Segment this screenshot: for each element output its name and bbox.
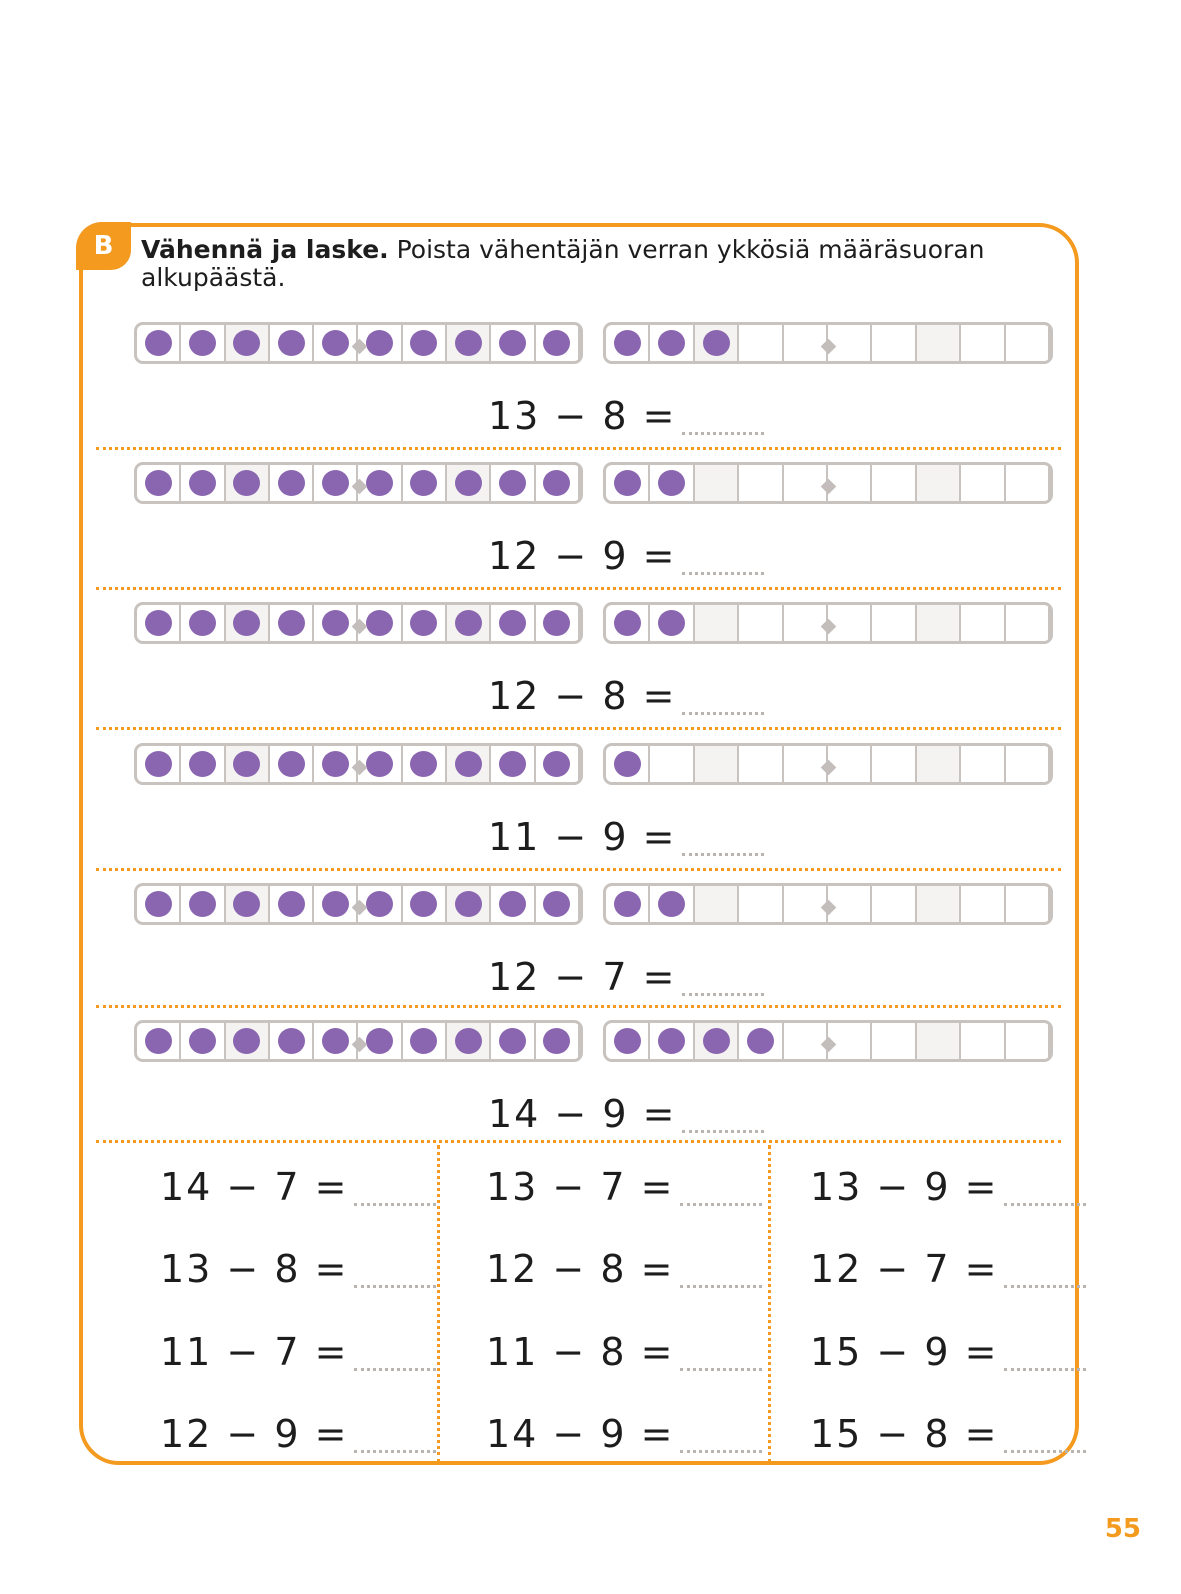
number-line-cell[interactable] [961, 746, 1005, 782]
answer-blank[interactable] [354, 1367, 436, 1371]
number-line-cell[interactable] [695, 886, 739, 922]
number-line-cell[interactable] [1006, 465, 1050, 501]
counter-dot[interactable] [233, 891, 260, 917]
number-line-cell[interactable] [447, 605, 491, 641]
counter-dot[interactable] [145, 610, 172, 636]
number-line-cell[interactable] [226, 605, 270, 641]
number-line-cell[interactable] [961, 1023, 1005, 1059]
counter-dot[interactable] [543, 1028, 570, 1054]
counter-dot[interactable] [233, 470, 260, 496]
equation-text: 13 − 7 = [486, 1165, 675, 1209]
ten-frame-strip [603, 462, 1053, 504]
equation [810, 1412, 1086, 1456]
number-line-cell[interactable] [917, 605, 961, 641]
counter-dot[interactable] [189, 470, 216, 496]
counter-dot[interactable] [455, 1028, 482, 1054]
number-line-cell[interactable] [739, 465, 783, 501]
number-line-cell[interactable] [872, 325, 916, 361]
counter-dot[interactable] [322, 1028, 349, 1054]
equation [488, 1092, 764, 1136]
number-line-cell[interactable] [314, 325, 358, 361]
number-line-cell[interactable] [917, 746, 961, 782]
equation [486, 1247, 762, 1291]
counter-dot[interactable] [455, 891, 482, 917]
page-number: 55 [1104, 1514, 1141, 1544]
number-line-cell[interactable] [314, 605, 358, 641]
equation [488, 534, 764, 578]
answer-blank[interactable] [682, 1129, 764, 1133]
counter-dot[interactable] [145, 891, 172, 917]
counter-dot[interactable] [499, 330, 526, 356]
equation-text: 12 − 9 = [488, 534, 677, 578]
answer-blank[interactable] [1004, 1367, 1086, 1371]
counter-dot[interactable] [543, 470, 570, 496]
equation-text: 11 − 7 = [160, 1330, 349, 1374]
equation-text: 14 − 7 = [160, 1165, 349, 1209]
counter-dot[interactable] [145, 470, 172, 496]
counter-dot[interactable] [278, 1028, 305, 1054]
number-line-cell[interactable] [137, 605, 181, 641]
counter-dot[interactable] [410, 751, 437, 777]
subtraction-task [0, 743, 1181, 883]
number-line-cell[interactable] [606, 325, 650, 361]
number-line-cell[interactable] [536, 886, 580, 922]
number-line-cell[interactable] [226, 746, 270, 782]
number-line-cell[interactable] [961, 605, 1005, 641]
counter-dot[interactable] [322, 891, 349, 917]
answer-blank[interactable] [1004, 1449, 1086, 1453]
number-line-cell[interactable] [447, 886, 491, 922]
counter-dot[interactable] [410, 470, 437, 496]
number-line-cell[interactable] [961, 465, 1005, 501]
number-line-cell[interactable] [358, 465, 402, 501]
equation-text: 11 − 9 = [488, 815, 677, 859]
number-line-cell[interactable] [917, 325, 961, 361]
number-line-cell[interactable] [828, 605, 872, 641]
number-line-cell[interactable] [137, 886, 181, 922]
number-line-cell[interactable] [403, 605, 447, 641]
counter-dot[interactable] [366, 610, 393, 636]
number-line-cell[interactable] [828, 1023, 872, 1059]
number-line-cell[interactable] [828, 746, 872, 782]
divider-line [96, 868, 1061, 871]
number-line-cell[interactable] [181, 605, 225, 641]
counter-dot[interactable] [189, 610, 216, 636]
number-line-cell[interactable] [606, 1023, 650, 1059]
instruction-text [141, 236, 1041, 292]
number-line-cell[interactable] [358, 746, 402, 782]
equation-text: 15 − 8 = [810, 1412, 999, 1456]
number-line-cell[interactable] [872, 746, 916, 782]
number-line-cell[interactable] [181, 1023, 225, 1059]
counter-dot[interactable] [278, 891, 305, 917]
answer-blank[interactable] [680, 1284, 762, 1288]
number-line-cell[interactable] [270, 465, 314, 501]
counter-dot[interactable] [189, 751, 216, 777]
number-line-cell[interactable] [872, 605, 916, 641]
number-line-cell[interactable] [650, 746, 694, 782]
number-line-cell[interactable] [137, 746, 181, 782]
equation-text: 15 − 9 = [810, 1330, 999, 1374]
number-line-cell[interactable] [784, 1023, 828, 1059]
number-line-cell[interactable] [1006, 746, 1050, 782]
number-line-cell[interactable] [1006, 605, 1050, 641]
number-line-cell[interactable] [828, 465, 872, 501]
counter-dot[interactable] [145, 751, 172, 777]
number-line-cell[interactable] [447, 325, 491, 361]
equation [160, 1247, 436, 1291]
equation-text: 13 − 8 = [488, 394, 677, 438]
number-line-cell[interactable] [403, 746, 447, 782]
counter-dot[interactable] [278, 330, 305, 356]
number-line-cell[interactable] [403, 1023, 447, 1059]
instruction-bold: Vähennä ja laske. [141, 235, 389, 264]
equation [810, 1247, 1086, 1291]
equation-text: 13 − 9 = [810, 1165, 999, 1209]
number-line-cell[interactable] [606, 465, 650, 501]
counter-dot[interactable] [366, 330, 393, 356]
number-line-cell[interactable] [403, 465, 447, 501]
ten-frame-strip [134, 883, 583, 925]
equation [486, 1330, 762, 1374]
equation-text: 14 − 9 = [488, 1092, 677, 1136]
subtraction-task [0, 462, 1181, 602]
counter-dot[interactable] [145, 1028, 172, 1054]
number-line-cell[interactable] [784, 325, 828, 361]
equation [486, 1165, 762, 1209]
counter-dot[interactable] [189, 330, 216, 356]
counter-dot[interactable] [543, 751, 570, 777]
counter-dot[interactable] [366, 470, 393, 496]
counter-dot[interactable] [499, 1028, 526, 1054]
answer-blank[interactable] [682, 431, 764, 435]
number-line-cell[interactable] [695, 465, 739, 501]
exercise-badge: B [76, 222, 131, 270]
counter-dot[interactable] [543, 330, 570, 356]
counter-dot[interactable] [322, 751, 349, 777]
answer-blank[interactable] [682, 571, 764, 575]
counter-dot[interactable] [410, 610, 437, 636]
counter-dot[interactable] [322, 470, 349, 496]
ten-frame-strip [603, 602, 1053, 644]
number-line-cell[interactable] [784, 465, 828, 501]
number-line-cell[interactable] [314, 1023, 358, 1059]
equation-text: 12 − 9 = [160, 1412, 349, 1456]
number-line-cell[interactable] [270, 886, 314, 922]
answer-blank[interactable] [680, 1202, 762, 1206]
number-line-cell[interactable] [961, 886, 1005, 922]
counter-dot[interactable] [322, 610, 349, 636]
equation [488, 815, 764, 859]
number-line-cell[interactable] [872, 1023, 916, 1059]
counter-dot[interactable] [233, 610, 260, 636]
number-line-cell[interactable] [270, 1023, 314, 1059]
ten-frame-strip [603, 743, 1053, 785]
counter-dot[interactable] [614, 330, 641, 356]
equation [486, 1412, 762, 1456]
answer-blank[interactable] [1004, 1284, 1086, 1288]
answer-blank[interactable] [680, 1367, 762, 1371]
number-line-cell[interactable] [1006, 325, 1050, 361]
ten-frame-strip [134, 602, 583, 644]
number-line-cell[interactable] [358, 325, 402, 361]
counter-dot[interactable] [455, 610, 482, 636]
number-line-cell[interactable] [739, 746, 783, 782]
number-line-cell[interactable] [358, 605, 402, 641]
number-line-cell[interactable] [447, 746, 491, 782]
number-line-cell[interactable] [181, 325, 225, 361]
number-line-cell[interactable] [872, 465, 916, 501]
ten-frame-strip [603, 322, 1053, 364]
ten-frame-strip [134, 1020, 583, 1062]
number-line-cell[interactable] [536, 1023, 580, 1059]
counter-dot[interactable] [658, 610, 685, 636]
ten-frame-strip [603, 1020, 1053, 1062]
counter-dot[interactable] [366, 1028, 393, 1054]
number-line-cell[interactable] [314, 886, 358, 922]
counter-dot[interactable] [278, 610, 305, 636]
number-line-cell[interactable] [1006, 1023, 1050, 1059]
number-line-cell[interactable] [358, 886, 402, 922]
equation [160, 1412, 436, 1456]
equation-text: 14 − 9 = [486, 1412, 675, 1456]
number-line-cell[interactable] [491, 1023, 535, 1059]
number-line-cell[interactable] [917, 465, 961, 501]
number-line-cell[interactable] [739, 605, 783, 641]
number-line-cell[interactable] [606, 605, 650, 641]
number-line-cell[interactable] [491, 325, 535, 361]
number-line-cell[interactable] [270, 605, 314, 641]
subtraction-task [0, 1020, 1181, 1160]
number-line-cell[interactable] [1006, 886, 1050, 922]
counter-dot[interactable] [658, 891, 685, 917]
counter-dot[interactable] [614, 1028, 641, 1054]
number-line-cell[interactable] [606, 746, 650, 782]
counter-dot[interactable] [189, 891, 216, 917]
counter-dot[interactable] [499, 610, 526, 636]
number-line-cell[interactable] [695, 605, 739, 641]
number-line-cell[interactable] [828, 325, 872, 361]
counter-dot[interactable] [703, 1028, 730, 1054]
number-line-cell[interactable] [650, 886, 694, 922]
counter-dot[interactable] [233, 330, 260, 356]
number-line-cell[interactable] [491, 746, 535, 782]
equation-text: 13 − 8 = [160, 1247, 349, 1291]
number-line-cell[interactable] [181, 746, 225, 782]
number-line-cell[interactable] [314, 746, 358, 782]
counter-dot[interactable] [543, 891, 570, 917]
counter-dot[interactable] [410, 330, 437, 356]
number-line-cell[interactable] [917, 886, 961, 922]
counter-dot[interactable] [455, 751, 482, 777]
equation [488, 674, 764, 718]
counter-dot[interactable] [366, 891, 393, 917]
subtraction-task [0, 322, 1181, 462]
counter-dot[interactable] [410, 1028, 437, 1054]
number-line-cell[interactable] [137, 1023, 181, 1059]
divider-line [96, 1005, 1061, 1008]
counter-dot[interactable] [703, 330, 730, 356]
number-line-cell[interactable] [491, 465, 535, 501]
number-line-cell[interactable] [536, 325, 580, 361]
number-line-cell[interactable] [695, 1023, 739, 1059]
equation-text: 11 − 8 = [486, 1330, 675, 1374]
number-line-cell[interactable] [650, 325, 694, 361]
counter-dot[interactable] [366, 751, 393, 777]
equation [488, 955, 764, 999]
number-line-cell[interactable] [784, 886, 828, 922]
ten-frame-strip [134, 322, 583, 364]
counter-dot[interactable] [455, 330, 482, 356]
counter-dot[interactable] [145, 330, 172, 356]
counter-dot[interactable] [658, 470, 685, 496]
column-divider [768, 1145, 771, 1463]
ten-frame-strip [603, 883, 1053, 925]
column-divider [437, 1145, 440, 1463]
number-line-cell[interactable] [739, 325, 783, 361]
answer-blank[interactable] [354, 1202, 436, 1206]
number-line-cell[interactable] [447, 1023, 491, 1059]
number-line-cell[interactable] [961, 325, 1005, 361]
divider-line [96, 727, 1061, 730]
answer-blank[interactable] [682, 852, 764, 856]
ten-frame-strip [134, 743, 583, 785]
counter-dot[interactable] [233, 751, 260, 777]
counter-dot[interactable] [278, 751, 305, 777]
divider-line [96, 1140, 1061, 1143]
number-line-cell[interactable] [226, 886, 270, 922]
ten-frame-strip [134, 462, 583, 504]
number-line-cell[interactable] [650, 1023, 694, 1059]
number-line-cell[interactable] [181, 886, 225, 922]
number-line-cell[interactable] [491, 605, 535, 641]
equation-text: 12 − 8 = [488, 674, 677, 718]
number-line-cell[interactable] [270, 325, 314, 361]
number-line-cell[interactable] [491, 886, 535, 922]
equation [488, 394, 764, 438]
number-line-cell[interactable] [314, 465, 358, 501]
number-line-cell[interactable] [695, 746, 739, 782]
number-line-cell[interactable] [270, 746, 314, 782]
equation [160, 1165, 436, 1209]
instruction-body: Poista vähentäjän verran ykkösiä määräsuoran alkupäästä. [141, 235, 985, 292]
number-line-cell[interactable] [872, 886, 916, 922]
number-line-cell[interactable] [358, 1023, 402, 1059]
number-line-cell[interactable] [739, 886, 783, 922]
counter-dot[interactable] [614, 891, 641, 917]
answer-blank[interactable] [354, 1284, 436, 1288]
number-line-cell[interactable] [181, 465, 225, 501]
answer-blank[interactable] [1004, 1202, 1086, 1206]
equation-text: 12 − 7 = [810, 1247, 999, 1291]
equation [810, 1165, 1086, 1209]
number-line-cell[interactable] [784, 605, 828, 641]
counter-dot[interactable] [233, 1028, 260, 1054]
counter-dot[interactable] [543, 610, 570, 636]
number-line-cell[interactable] [226, 325, 270, 361]
number-line-cell[interactable] [137, 325, 181, 361]
number-line-cell[interactable] [403, 886, 447, 922]
number-line-cell[interactable] [650, 465, 694, 501]
number-line-cell[interactable] [226, 1023, 270, 1059]
number-line-cell[interactable] [137, 465, 181, 501]
number-line-cell[interactable] [536, 746, 580, 782]
subtraction-task [0, 602, 1181, 742]
equation-text: 12 − 8 = [486, 1247, 675, 1291]
counter-dot[interactable] [499, 470, 526, 496]
counter-dot[interactable] [499, 751, 526, 777]
answer-blank[interactable] [682, 992, 764, 996]
counter-dot[interactable] [278, 470, 305, 496]
equation [810, 1330, 1086, 1374]
counter-dot[interactable] [499, 891, 526, 917]
number-line-cell[interactable] [606, 886, 650, 922]
counter-dot[interactable] [189, 1028, 216, 1054]
number-line-cell[interactable] [739, 1023, 783, 1059]
answer-blank[interactable] [682, 711, 764, 715]
subtraction-task [0, 883, 1181, 1023]
counter-dot[interactable] [658, 1028, 685, 1054]
counter-dot[interactable] [658, 330, 685, 356]
counter-dot[interactable] [614, 610, 641, 636]
answer-blank[interactable] [680, 1449, 762, 1453]
divider-line [96, 447, 1061, 450]
divider-line [96, 587, 1061, 590]
counter-dot[interactable] [410, 891, 437, 917]
number-line-cell[interactable] [536, 605, 580, 641]
counter-dot[interactable] [614, 751, 641, 777]
number-line-cell[interactable] [695, 325, 739, 361]
number-line-cell[interactable] [447, 465, 491, 501]
counter-dot[interactable] [747, 1028, 774, 1054]
number-line-cell[interactable] [917, 1023, 961, 1059]
number-line-cell[interactable] [650, 605, 694, 641]
equation [160, 1330, 436, 1374]
equation-text: 12 − 7 = [488, 955, 677, 999]
number-line-cell[interactable] [784, 746, 828, 782]
counter-dot[interactable] [614, 470, 641, 496]
number-line-cell[interactable] [828, 886, 872, 922]
answer-blank[interactable] [354, 1449, 436, 1453]
number-line-cell[interactable] [403, 325, 447, 361]
counter-dot[interactable] [455, 470, 482, 496]
number-line-cell[interactable] [226, 465, 270, 501]
number-line-cell[interactable] [536, 465, 580, 501]
counter-dot[interactable] [322, 330, 349, 356]
